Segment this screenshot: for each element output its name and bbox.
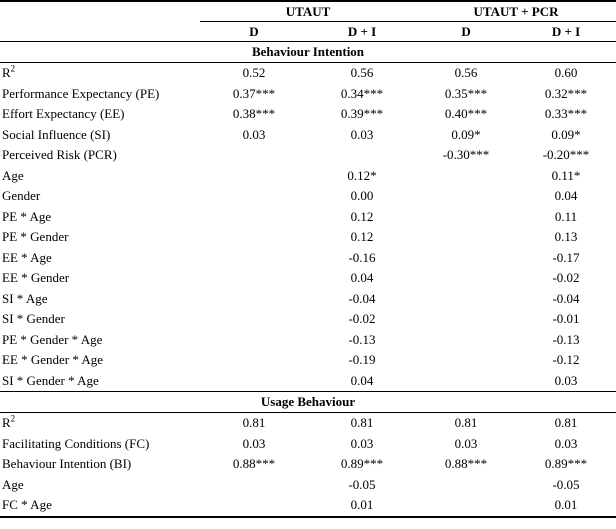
row-label-superscript: 2	[10, 413, 16, 424]
value-cell	[416, 309, 516, 330]
row-label	[0, 413, 200, 434]
value-cell	[200, 186, 308, 207]
table-row	[0, 268, 616, 289]
table-row	[0, 125, 616, 146]
row-label	[0, 207, 200, 228]
row-label	[0, 495, 200, 517]
row-label-text: SI * Gender	[2, 311, 65, 327]
value-cell: 0.01	[516, 495, 616, 517]
value-cell: 0.11	[554, 208, 578, 224]
value-cell: 0.03	[350, 126, 374, 142]
value-cell: 0.81	[242, 415, 266, 431]
value-cell: -0.12	[552, 352, 580, 368]
row-label-superscript: 2	[10, 63, 16, 74]
row-label	[0, 268, 200, 289]
header-empty-cell	[0, 1, 200, 22]
value-cell: -0.17	[552, 249, 580, 265]
value-cell: 0.38***	[232, 106, 276, 122]
value-cell: 0.03	[242, 126, 266, 142]
row-label-text: EE * Gender * Age	[2, 352, 104, 368]
value-cell	[416, 371, 516, 392]
value-cell: 0.01	[308, 495, 416, 517]
value-cell	[200, 268, 308, 289]
value-cell: 0.12	[350, 229, 374, 245]
row-label	[0, 309, 200, 330]
value-cell	[416, 289, 516, 310]
value-cell: -0.05	[552, 476, 580, 492]
header-empty-cell	[0, 22, 200, 42]
value-cell	[200, 371, 308, 392]
row-label-text: EE * Age	[2, 249, 52, 265]
row-label	[0, 63, 200, 84]
value-cell	[200, 350, 308, 371]
row-label	[0, 350, 200, 371]
table-row	[0, 413, 616, 434]
row-label	[0, 125, 200, 146]
value-cell: 0.04	[350, 270, 374, 286]
table-row	[0, 350, 616, 371]
row-label-text: Social Influence (SI)	[2, 126, 111, 142]
table-row	[0, 186, 616, 207]
value-cell: -0.01	[552, 311, 580, 327]
value-cell	[416, 495, 516, 517]
section-header-row	[0, 42, 616, 63]
row-label-text: EE * Gender	[2, 270, 70, 286]
value-cell	[200, 289, 308, 310]
row-label-text: Facilitating Conditions (FC)	[2, 435, 150, 451]
value-cell	[200, 248, 308, 269]
column-header-d-utaut-pcr: D	[461, 23, 471, 39]
column-header-row	[0, 22, 616, 42]
value-cell	[416, 186, 516, 207]
row-label	[0, 145, 200, 166]
value-cell: 0.04	[350, 372, 374, 388]
value-cell	[200, 227, 308, 248]
table-row	[0, 475, 616, 496]
value-cell: 0.35***	[444, 85, 488, 101]
section-header-row	[0, 392, 616, 413]
value-cell: -0.05	[348, 476, 376, 492]
value-cell: 0.33***	[544, 106, 588, 122]
value-cell: 0.11*	[551, 167, 581, 183]
value-cell	[416, 268, 516, 289]
table-row	[0, 248, 616, 269]
value-cell	[416, 227, 516, 248]
row-label	[0, 248, 200, 269]
value-cell: -0.04	[348, 290, 376, 306]
value-cell: 0.37***	[232, 85, 276, 101]
row-label	[0, 475, 200, 496]
row-label	[0, 454, 200, 475]
row-label	[0, 330, 200, 351]
value-cell: -0.16	[348, 249, 376, 265]
value-cell: 0.81	[350, 415, 374, 431]
row-label-text: Effort Expectancy (EE)	[2, 106, 125, 122]
value-cell: 0.89***	[544, 456, 588, 472]
row-label-text: Gender	[2, 188, 41, 204]
table-row	[0, 309, 616, 330]
table-row	[0, 289, 616, 310]
value-cell	[200, 207, 308, 228]
value-cell	[416, 166, 516, 187]
section-title-behaviour-intention: Behaviour Intention	[0, 42, 616, 63]
row-label-text: Age	[2, 476, 24, 492]
row-label-text: PE * Age	[2, 208, 52, 224]
behaviour-intention-section	[0, 42, 616, 392]
row-label-text: Perceived Risk (PCR)	[2, 147, 117, 163]
value-cell	[416, 207, 516, 228]
table-row	[0, 454, 616, 475]
value-cell	[200, 495, 308, 517]
value-cell: 0.81	[454, 415, 478, 431]
value-cell: 0.03	[554, 372, 578, 388]
row-label-text: SI * Gender * Age	[2, 372, 99, 388]
value-cell	[416, 475, 516, 496]
table-row	[0, 166, 616, 187]
table-row	[0, 434, 616, 455]
group-header-utaut: UTAUT	[200, 1, 416, 22]
column-header-di-utaut: D + I	[347, 23, 377, 39]
row-label-text: Performance Expectancy (PE)	[2, 85, 160, 101]
value-cell: -0.02	[552, 270, 580, 286]
row-label	[0, 84, 200, 105]
value-cell	[200, 145, 308, 166]
value-cell	[416, 330, 516, 351]
group-header-utaut-pcr: UTAUT + PCR	[416, 1, 616, 22]
value-cell	[416, 248, 516, 269]
value-cell: 0.03	[454, 435, 478, 451]
column-header-di-utaut-pcr: D + I	[551, 23, 581, 39]
value-cell: 0.56	[454, 65, 478, 81]
value-cell: 0.60	[554, 65, 578, 81]
value-cell: 0.88***	[232, 456, 276, 472]
value-cell: 0.09*	[451, 126, 481, 142]
table-row	[0, 371, 616, 392]
value-cell: -0.13	[348, 331, 376, 347]
usage-behaviour-section	[0, 392, 616, 517]
value-cell: 0.88***	[444, 456, 488, 472]
value-cell: 0.12*	[347, 167, 377, 183]
value-cell: -0.02	[348, 311, 376, 327]
row-label-text: PE * Gender	[2, 229, 69, 245]
row-label-text: Behaviour Intention (BI)	[2, 456, 132, 472]
value-cell: 0.04	[554, 188, 578, 204]
row-label	[0, 186, 200, 207]
table-row	[0, 104, 616, 125]
value-cell: 0.12	[350, 208, 374, 224]
value-cell: -0.04	[552, 290, 580, 306]
value-cell: -0.20***	[542, 147, 590, 163]
column-header-d-utaut: D	[249, 23, 259, 39]
value-cell: 0.13	[554, 229, 578, 245]
table-row	[0, 63, 616, 84]
table-row	[0, 330, 616, 351]
value-cell	[200, 330, 308, 351]
value-cell: 0.03	[554, 435, 578, 451]
row-label-text: Age	[2, 167, 24, 183]
row-label-text: R	[2, 415, 11, 431]
group-header-row	[0, 1, 616, 22]
value-cell: 0.52	[242, 65, 266, 81]
value-cell: 0.39***	[340, 106, 384, 122]
row-label	[0, 166, 200, 187]
row-label	[0, 104, 200, 125]
table-row	[0, 495, 616, 517]
value-cell: 0.03	[350, 435, 374, 451]
row-label	[0, 371, 200, 392]
value-cell	[416, 350, 516, 371]
table-row	[0, 84, 616, 105]
row-label	[0, 434, 200, 455]
value-cell: 0.89***	[340, 456, 384, 472]
value-cell: 0.09*	[551, 126, 581, 142]
section-title-usage-behaviour: Usage Behaviour	[0, 392, 616, 413]
table-row	[0, 227, 616, 248]
value-cell: -0.30***	[442, 147, 490, 163]
table-row	[0, 207, 616, 228]
value-cell	[200, 309, 308, 330]
row-label-text: R	[2, 65, 11, 81]
value-cell: 0.03	[242, 435, 266, 451]
value-cell: 0.40***	[444, 106, 488, 122]
value-cell: -0.19	[348, 352, 376, 368]
value-cell: 0.81	[554, 415, 578, 431]
value-cell: 0.00	[350, 188, 374, 204]
value-cell: -0.13	[552, 331, 580, 347]
value-cell	[308, 145, 416, 166]
value-cell	[200, 166, 308, 187]
row-label-text: FC * Age	[2, 497, 52, 513]
value-cell: 0.56	[350, 65, 374, 81]
value-cell	[200, 475, 308, 496]
row-label-text: PE * Gender * Age	[2, 331, 103, 347]
row-label	[0, 227, 200, 248]
row-label-text: SI * Age	[2, 290, 48, 306]
value-cell: 0.34***	[340, 85, 384, 101]
row-label	[0, 289, 200, 310]
value-cell: 0.32***	[544, 85, 588, 101]
table-row	[0, 145, 616, 166]
